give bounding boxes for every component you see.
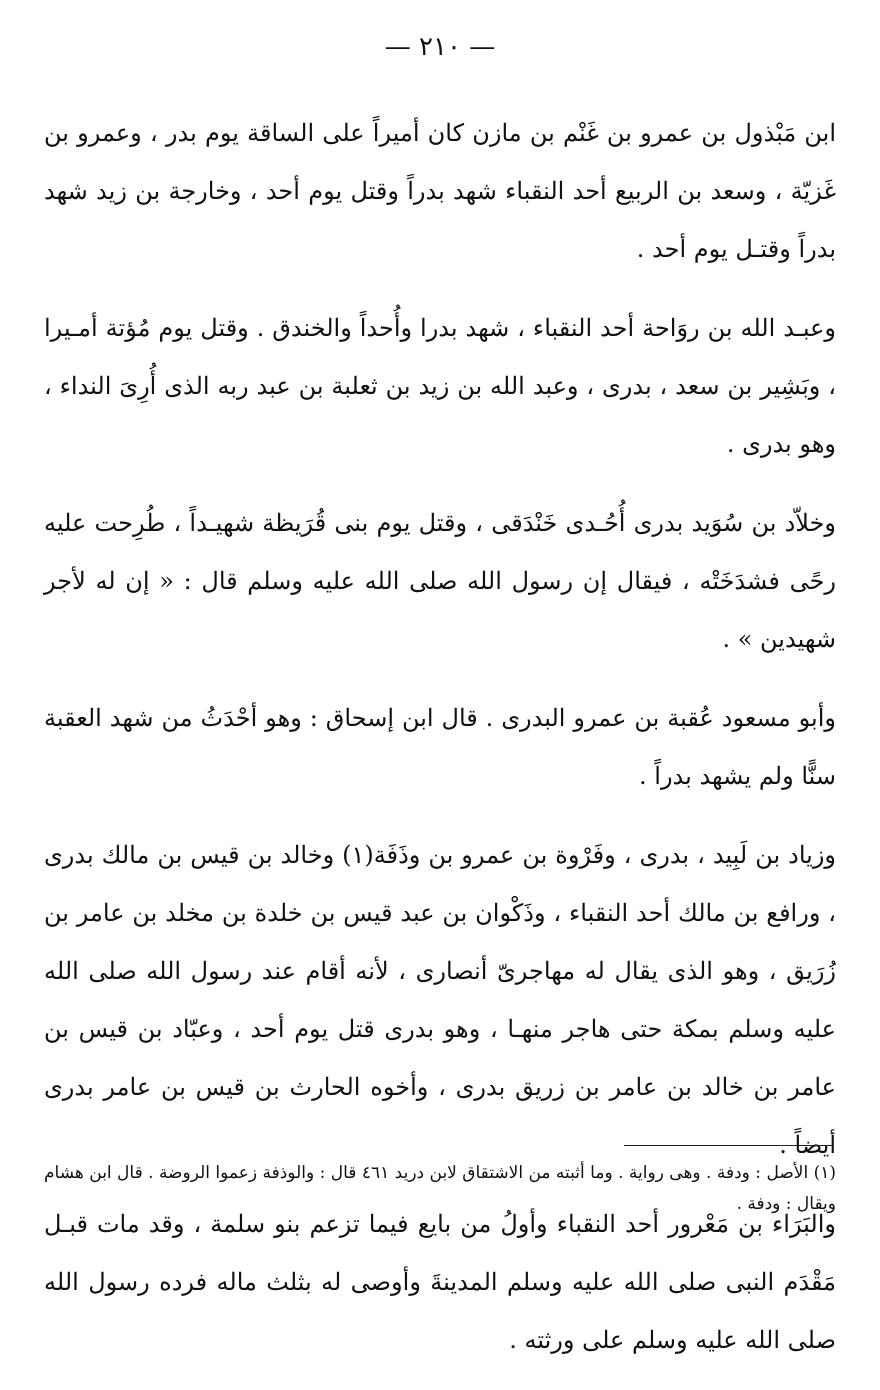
paragraph-3: وخلاّد بن سُوَيد بدرى أُحُـدى خَنْدَقى ، وقتل يوم بنى قُرَيظة شهيـداً ، طُرِحت عليه رحًى فشدَخَتْه ، فيقال إن رسول الله صلى الله عليه وسلم قال : « إن له لأجر شهيدين » . [44,509,836,653]
paragraph-1: ابن مَبْذول بن عمرو بن غَنْم بن مازن كان أميراً على الساقة يوم بدر ، وعمرو بن غَزيّة ، وسعد بن الربيع أحد النقباء شهد بدراً وقتل يوم أحد ، وخارجة بن زيد شهد بدراً وقتـل يوم أحد . [44,119,836,263]
paragraph-5: وزياد بن لَبِيد ، بدرى ، وفَرْوة بن عمرو بن وذَفَة(١) وخالد بن قيس بن مالك بدرى ، ورافع بن مالك أحد النقباء ، وذَكْوان بن عبد قيس بن خلدة بن مخلد بن عامر بن زُرَيق ، وهو الذى يقال له مهاجرىّ أنصارى ، لأنه أقام عند رسول الله صلى الله عليه وسلم بمكة حتى هاجر منهـا ، وهو بدرى قتل يوم أحد ، وعبّاد بن قيس بن عامر بن خالد بن عامر بن زريق بدرى ، وأخوه الحارث بن قيس بن عامر بدرى أيضاً . [44,841,837,1159]
footnote-divider [624,1145,834,1146]
paragraph-6: والبَرَاء بن مَعْرور أحد النقباء وأولُ من بايع فيما تزعم بنو سلمة ، وقد مات قبـل مَقْدَم النبى صلى الله عليه وسلم المدينةَ وأوصى له بثلث ماله فرده رسول الله صلى الله عليه وسلم على ورثته . [44,1210,836,1354]
paragraph-4: وأبو مسعود عُقبة بن عمرو البدرى . قال ابن إسحاق : وهو أحْدَثُ من شهد العقبة سنًّا ولم يشهد بدراً . [44,704,836,790]
footnote: (١) الأصل : ودفة . وهى رواية . وما أثبته من الاشتقاق لابن دريد ٤٦١ قال : والوذفة زعموا الروضة . قال ابن هشام ويقال : ودفة . [44,1163,836,1214]
page-number: — ٢١٠ — [384,32,496,62]
paragraph-2: وعبـد الله بن روَاحة أحد النقباء ، شهد بدرا وأُحداً والخندق . وقتل يوم مُؤتة أمـيرا ، وبَشِير بن سعد ، بدرى ، وعبد الله بن زيد بن ثعلبة بن عبد ربه الذى أُرِىَ النداء ، وهو بدرى . [44,314,836,458]
